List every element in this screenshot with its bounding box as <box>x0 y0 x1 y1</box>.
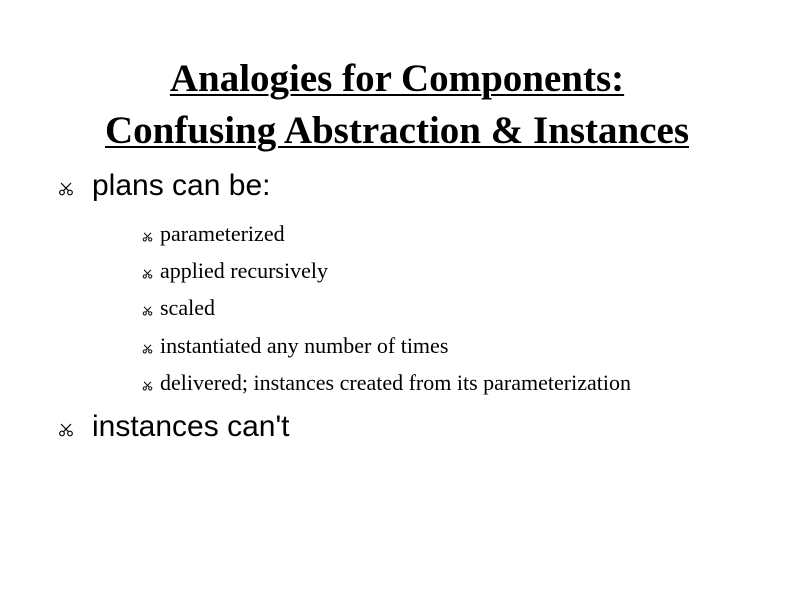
sub-bullet-text: instantiated any number of times <box>160 333 449 358</box>
sub-bullet-text: delivered; instances created from its parameterization <box>160 370 631 395</box>
bullet-text: instances can't <box>92 410 290 443</box>
scissors-icon <box>58 423 74 437</box>
sub-bullet-text: parameterized <box>160 221 285 246</box>
sub-bullet-text: scaled <box>160 295 215 320</box>
scissors-icon <box>142 344 153 354</box>
sub-bullet-text: applied recursively <box>160 258 328 283</box>
scissors-icon <box>58 182 74 196</box>
scissors-icon <box>142 269 153 279</box>
slide-title-line-1: Analogies for Components: <box>169 57 625 100</box>
scissors-icon <box>142 381 153 391</box>
slide-title-line-2: Confusing Abstraction & Instances <box>105 109 689 152</box>
scissors-icon <box>142 306 153 316</box>
bullet-text: plans can be: <box>92 169 271 202</box>
scissors-icon <box>142 232 153 242</box>
